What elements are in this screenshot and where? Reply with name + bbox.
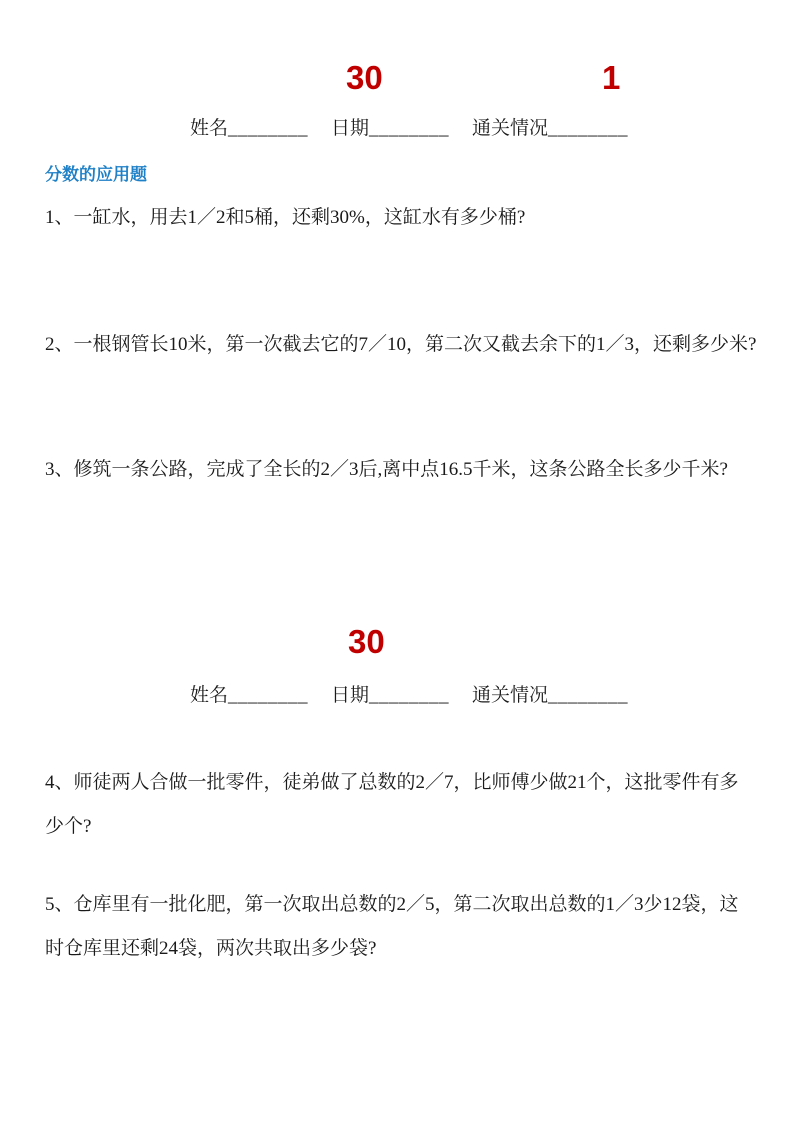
question-5: 5、仓库里有一批化肥，第一次取出总数的2／5，第二次取出总数的1／3少12袋，这时仓库里还剩24袋，两次共取出多少袋?	[45, 894, 739, 959]
date-blank: ________	[369, 685, 450, 706]
date-label: 日期	[331, 685, 370, 706]
date-blank: ________	[369, 118, 450, 139]
student-info-line-middle	[190, 684, 628, 708]
name-label: 姓名	[190, 685, 229, 706]
section-title: 分数的应用题	[45, 165, 147, 184]
pass-status-label: 通关情况	[472, 118, 549, 139]
question-2: 2、一根钢管长10米，第一次截去它的7／10，第二次又截去余下的1／3，还剩多少米?	[45, 334, 757, 355]
question-4: 4、师徒两人合做一批零件，徒弟做了总数的2／7，比师傅少做21个，这批零件有多少个?	[45, 772, 739, 837]
page-number: 1	[602, 59, 621, 96]
student-info-line-top	[190, 117, 628, 141]
pass-status-field	[472, 684, 628, 708]
score-box-middle: 30	[348, 623, 385, 660]
name-blank: ________	[228, 685, 309, 706]
name-label: 姓名	[190, 118, 229, 139]
pass-status-label: 通关情况	[472, 685, 549, 706]
name-field	[190, 684, 308, 708]
name-field	[190, 117, 308, 141]
date-field	[331, 684, 449, 708]
pass-status-blank: ________	[548, 118, 629, 139]
question-1: 1、一缸水，用去1／2和5桶，还剩30%，这缸水有多少桶?	[45, 207, 526, 228]
pass-status-field	[472, 117, 628, 141]
pass-status-blank: ________	[548, 685, 629, 706]
name-blank: ________	[228, 118, 309, 139]
date-label: 日期	[331, 118, 370, 139]
question-3: 3、修筑一条公路，完成了全长的2／3后,离中点16.5千米，这条公路全长多少千米?	[45, 459, 728, 480]
date-field	[331, 117, 449, 141]
score-box-top: 30	[346, 59, 383, 96]
